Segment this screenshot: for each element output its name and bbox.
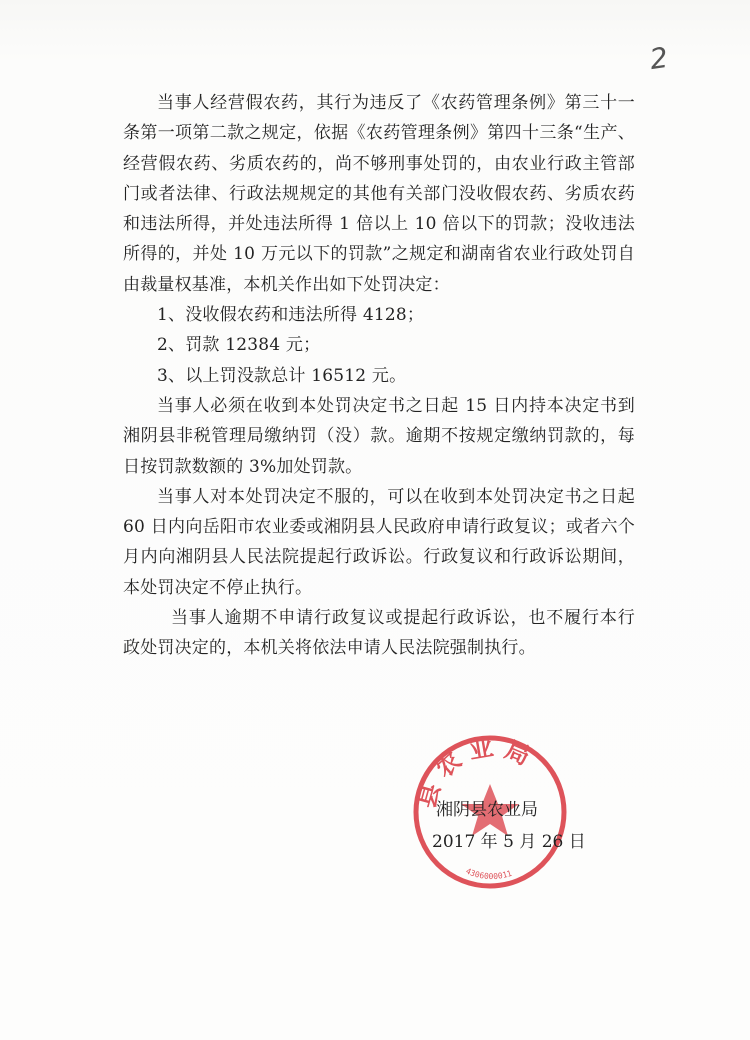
issue-date: 2017 年 5 月 26 日 [432, 832, 586, 852]
issuing-authority: 湘阴县农业局 [436, 800, 538, 820]
list-item: 3、以上罚没款总计 16512 元。 [157, 365, 407, 386]
paragraph-payment: 当事人必须在收到本处罚决定书之日起 15 日内持本决定书到湘阴县非税管理局缴纳罚（没）款。逾期不按规定缴纳罚款的，每日按罚款数额的 3%加处罚款。 [123, 395, 635, 477]
paragraph-violation: 当事人经营假农药，其行为违反了《农药管理条例》第三十一条第一项第二款之规定，依据《农药管理条例》第四十三条“生产、经营假农药、劣质农药的，尚不够刑事处罚的，由农业行政主管部门或者法律、行政法规规定的其他有关部门没收假农药、劣质农药和违法所得，并处违法所得 1 倍以上 10 倍以下的罚款；没收违法所得的，并处 10 万元以下的罚款”之规定和湖南省农业行政处罚自由裁量权基准，本机关作出如下处罚决定： [123, 93, 635, 295]
signature-block [432, 794, 586, 858]
document-body [123, 88, 635, 664]
list-item: 2、罚款 12384 元； [157, 335, 321, 356]
seal-text-top: 县 农 业 局 [412, 733, 534, 812]
paragraph-enforcement: 当事人逾期不申请行政复议或提起行政诉讼，也不履行本行政处罚决定的，本机关将依法申请人民法院强制执行。 [123, 608, 635, 659]
page-number: 2 [647, 40, 671, 77]
list-item: 1、没收假农药和违法所得 4128； [157, 305, 425, 326]
paragraph-appeal: 当事人对本处罚决定不服的，可以在收到本处罚决定书之日起 60 日内向岳阳市农业委或湘阴县人民政府申请行政复议；或者六个月内向湘阴县人民法院提起行政诉讼。行政复议和行政诉讼期间，本处罚决定不停止执行。 [123, 486, 635, 598]
seal-serial: 4306000011 [464, 866, 513, 882]
